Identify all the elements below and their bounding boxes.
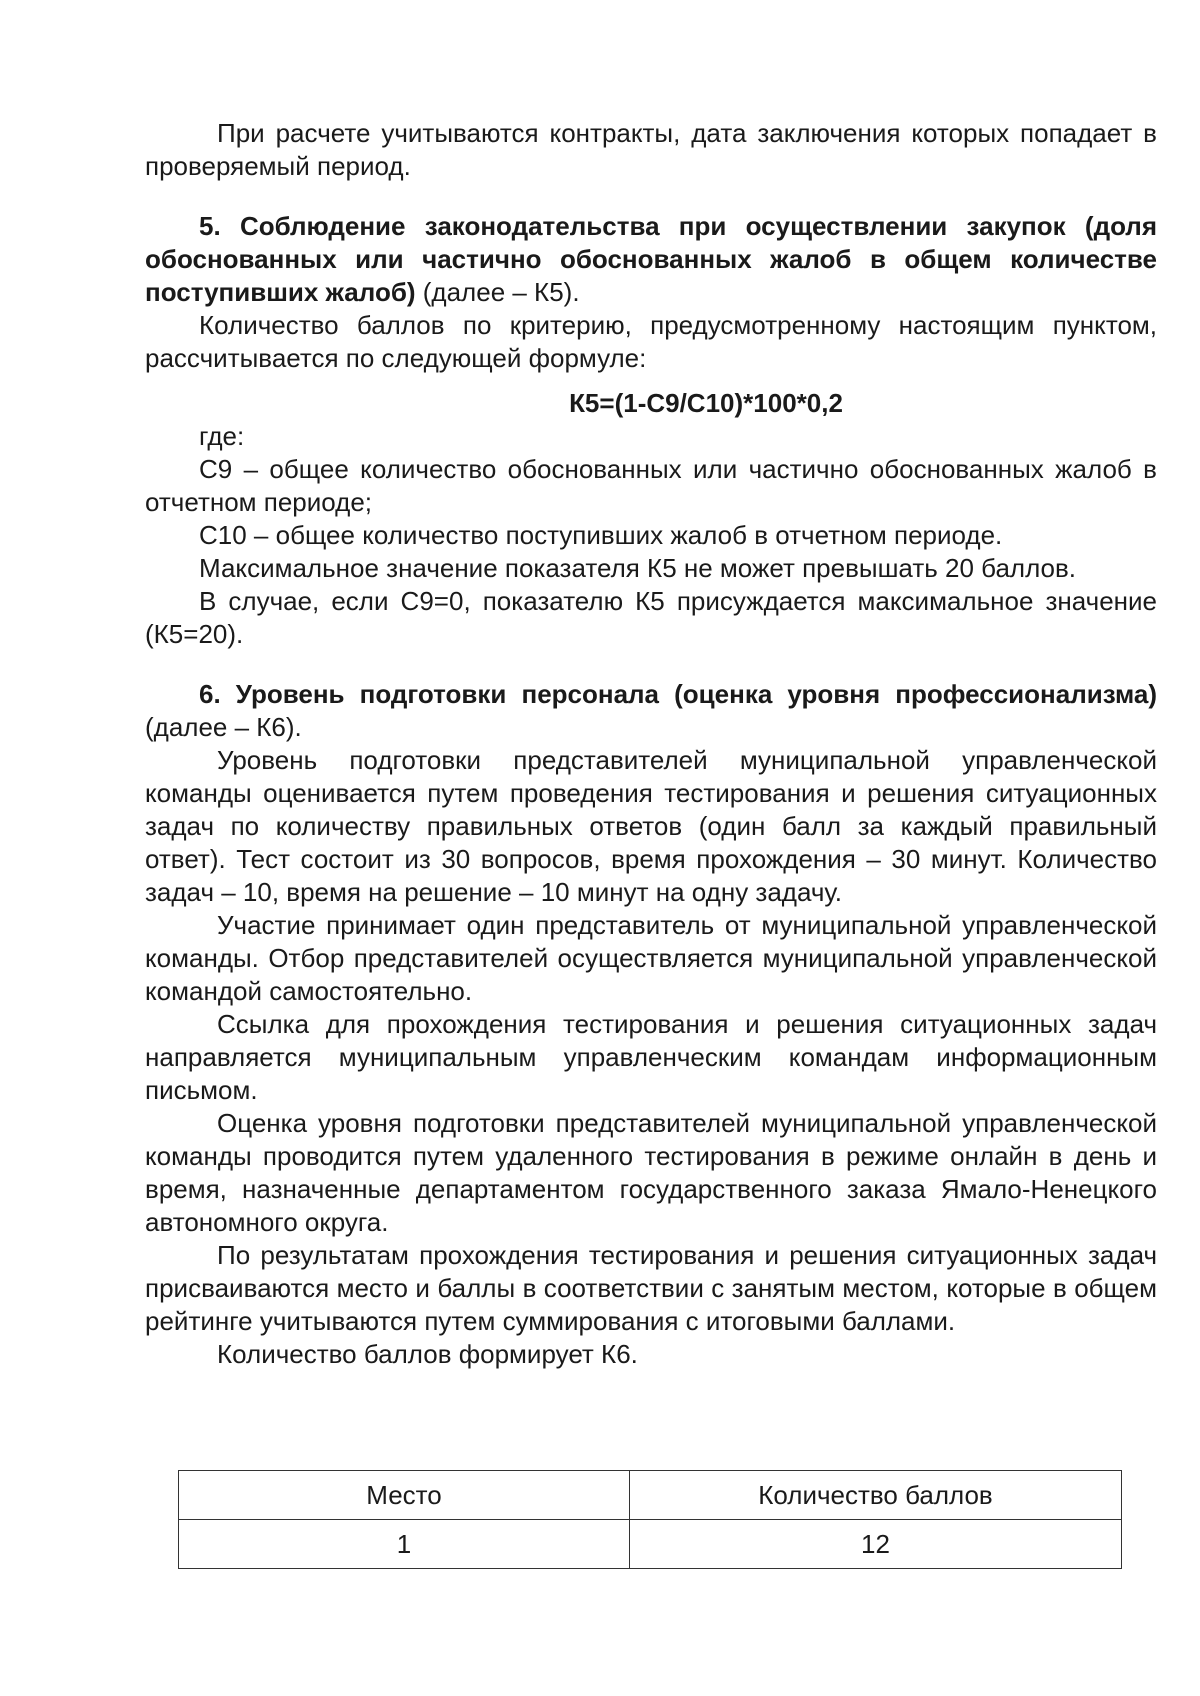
section-6-heading [145,678,1157,744]
section-6-paragraph-6: Количество баллов формирует К6. [217,1339,638,1369]
paragraph-contracts: При расчете учитываются контракты, дата заключения которых попадает в проверяемый период. [145,118,1157,181]
table-cell-place: 1 [179,1520,630,1569]
max-value-note: Максимальное значение показателя К5 не может превышать 20 баллов. [199,553,1077,583]
section-5-title: 5. Соблюдение законодательства при осуществлении закупок (доля обоснованных или частично обоснованных жалоб в общем количестве поступивших жалоб) [145,211,1157,307]
section-6-paragraph-4: Оценка уровня подготовки представителей муниципальной управленческой команды проводится путем удаленного тестирования в режиме онлайн в день и время, назначенные департаментом государственного заказа Ямало-Ненецкого автономного округа. [145,1108,1157,1237]
section-5-intro: Количество баллов по критерию, предусмотренному настоящим пунктом, рассчитывается по следующей формуле: [145,310,1157,373]
definition-c9: С9 – общее количество обоснованных или частично обоснованных жалоб в отчетном периоде; [145,454,1157,517]
zero-case-note: В случае, если С9=0, показателю К5 присуждается максимальное значение (К5=20). [145,586,1157,649]
section-6-paragraph-3: Ссылка для прохождения тестирования и решения ситуационных задач направляется муниципальным управленческим командам информационным письмом. [145,1009,1157,1105]
score-table [178,1470,1122,1569]
formula-k5: К5=(1-С9/С10)*100*0,2 [569,388,843,418]
section-6-paragraph-2: Участие принимает один представитель от муниципальной управленческой команды. Отбор представителей осуществляется муниципальной управленческой командой самостоятельно. [145,910,1157,1006]
section-6-paragraph-5: По результатам прохождения тестирования и решения ситуационных задач присваиваются место и баллы в соответствии с занятым местом, которые в общем рейтинге учитываются путем суммирования с итоговыми баллами. [145,1240,1157,1336]
table-cell-points: 12 [630,1520,1122,1569]
definition-c10: С10 – общее количество поступивших жалоб в отчетном периоде. [199,520,1003,550]
section-6-suffix: (далее – К6). [145,712,302,742]
page-content [145,117,1157,1371]
table-header-place: Место [179,1471,630,1520]
section-6-title: 6. Уровень подготовки персонала (оценка уровня профессионализма) [199,679,1157,709]
table-header-row [179,1471,1122,1520]
where-label: где: [199,421,245,451]
section-5-heading [145,210,1157,309]
score-table-wrapper [178,1470,1122,1569]
section-5-suffix: (далее – К5). [415,277,580,307]
section-6-paragraph-1: Уровень подготовки представителей муниципальной управленческой команды оценивается путем проведения тестирования и решения ситуационных задач по количеству правильных ответов (один балл за каждый правильный ответ). Тест состоит из 30 вопросов, время прохождения – 30 минут. Количество задач – 10, время на решение – 10 минут на одну задачу. [145,745,1157,907]
table-header-points: Количество баллов [630,1471,1122,1520]
table-row [179,1520,1122,1569]
